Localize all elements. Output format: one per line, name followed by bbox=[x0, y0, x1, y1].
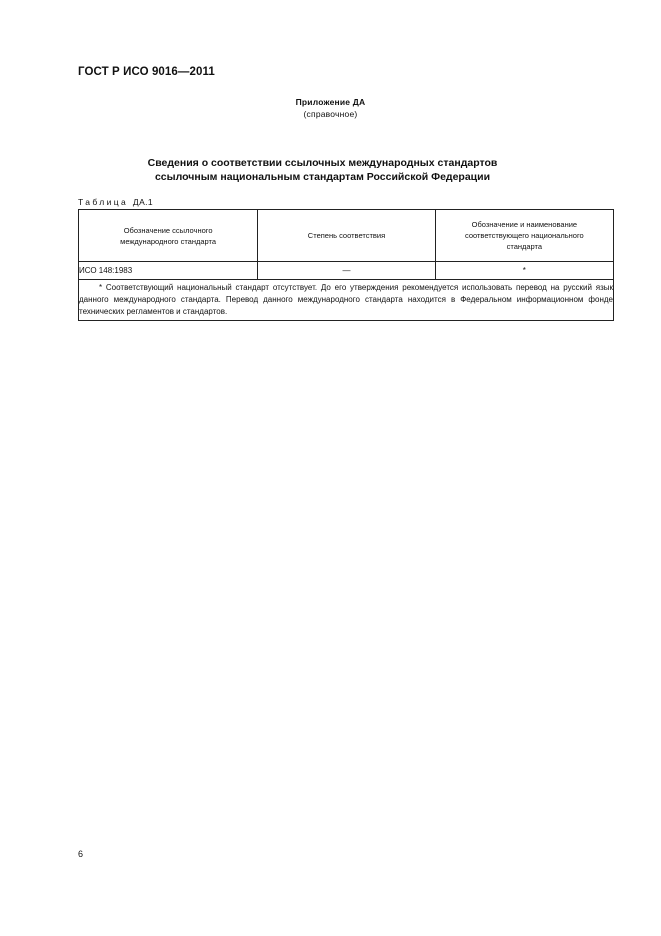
table-caption bbox=[78, 197, 153, 207]
reference-table bbox=[78, 209, 614, 321]
document-code: ГОСТ Р ИСО 9016—2011 bbox=[78, 66, 215, 78]
table-caption-word: Таблица bbox=[78, 197, 129, 207]
column-header-national-standard: Обозначение и наименование соответствующего национального стандарта bbox=[435, 210, 613, 262]
annex-title: Приложение ДА bbox=[295, 97, 366, 107]
table-row bbox=[79, 262, 614, 280]
cell-international-standard: ИСО 148:1983 bbox=[79, 262, 258, 280]
column-header-conformity-degree: Степень соответствия bbox=[258, 210, 435, 262]
section-title-line-1: Сведения о соответствии ссылочных международных стандартов bbox=[147, 157, 498, 169]
column-header-international-standard: Обозначение ссылочного международного стандарта bbox=[79, 210, 258, 262]
cell-national-standard: * bbox=[435, 262, 613, 280]
annex-kind: (справочное) bbox=[303, 109, 358, 119]
table-header-row bbox=[79, 210, 614, 262]
table-caption-number: ДА.1 bbox=[132, 197, 154, 207]
table-footnote-row bbox=[79, 280, 614, 321]
section-title-line-2: ссылочным национальным стандартам Российской Федерации bbox=[154, 171, 491, 183]
page-number: 6 bbox=[78, 849, 84, 859]
cell-conformity-degree: — bbox=[258, 262, 435, 280]
table-footnote: * Соответствующий национальный стандарт отсутствует. До его утверждения рекомендуется использовать перевод на русский язык данного международного стандарта. Перевод данного международного стандарта находится в Федеральном информационном фонде технических регламентов и стандартов. bbox=[79, 280, 614, 321]
